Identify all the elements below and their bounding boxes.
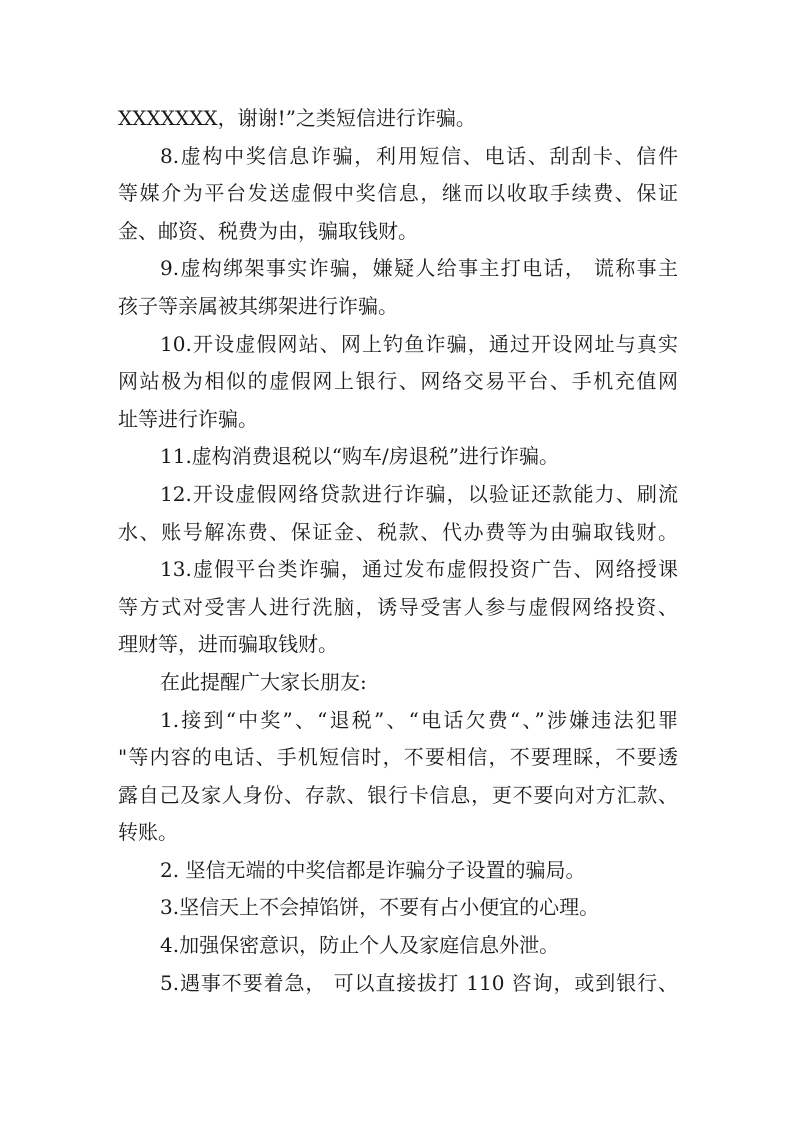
body-text — [118, 100, 678, 1002]
text-line: 等媒介为平台发送虚假中奖信息，继而以收取手续费、保证 — [118, 181, 678, 206]
text-line: 3.坚信天上不会掉馅饼，不要有占小便宜的心理。 — [160, 895, 600, 920]
text-line: XXXXXXX，谢谢!”之类短信进行诈骗。 — [118, 106, 476, 130]
text-line: 转账。 — [118, 820, 178, 845]
text-line: 12.开设虚假网络贷款进行诈骗，以验证还款能力、刷流 — [160, 481, 678, 506]
text-line: 金、邮资、税费为由，骗取钱财。 — [118, 218, 418, 243]
text-line: 露自己及家人身份、存款、银行卡信息，更不要向对方汇款、 — [118, 782, 678, 807]
text-line: 9.虚构绑架事实诈骗，嫌疑人给事主打电话， 谎称事主 — [160, 256, 678, 281]
text-line: 13.虚假平台类诈骗，通过发布虚假投资广告、网络授课 — [160, 557, 678, 582]
text-line: 孩子等亲属被其绑架进行诈骗。 — [118, 293, 398, 318]
text-line: 网站极为相似的虚假网上银行、网络交易平台、手机充值网 — [118, 369, 678, 394]
text-line: 理财等，进而骗取钱财。 — [118, 632, 338, 657]
text-line: 水、账号解冻费、保证金、税款、代办费等为由骗取钱财。 — [118, 519, 678, 544]
text-line: 5.遇事不要着急， 可以直接拔打 110 咨询，或到银行、 — [160, 970, 678, 995]
text-line: "等内容的电话、手机短信时，不要相信，不要理睬，不要透 — [118, 745, 678, 770]
text-line: 址等进行诈骗。 — [118, 406, 258, 431]
text-line: 1.接到“中奖”、“退税”、“电话欠费“、”涉嫌违法犯罪 — [160, 707, 678, 732]
text-line: 等方式对受害人进行洗脑，诱导受害人参与虚假网络投资、 — [118, 594, 678, 619]
text-line: 2. 坚信无端的中奖信都是诈骗分子设置的骗局。 — [160, 857, 586, 882]
text-line: 8.虚构中奖信息诈骗，利用短信、电话、刮刮卡、信件 — [160, 143, 678, 168]
text-line: 4.加强保密意识，防止个人及家庭信息外泄。 — [160, 933, 560, 958]
text-line: 10.开设虚假网站、网上钓鱼诈骗，通过开设网址与真实 — [160, 331, 678, 356]
text-line: 在此提醒广大家长朋友: — [160, 669, 367, 694]
text-line: 11.虚构消费退税以“购车/房退税”进行诈骗。 — [160, 444, 559, 469]
